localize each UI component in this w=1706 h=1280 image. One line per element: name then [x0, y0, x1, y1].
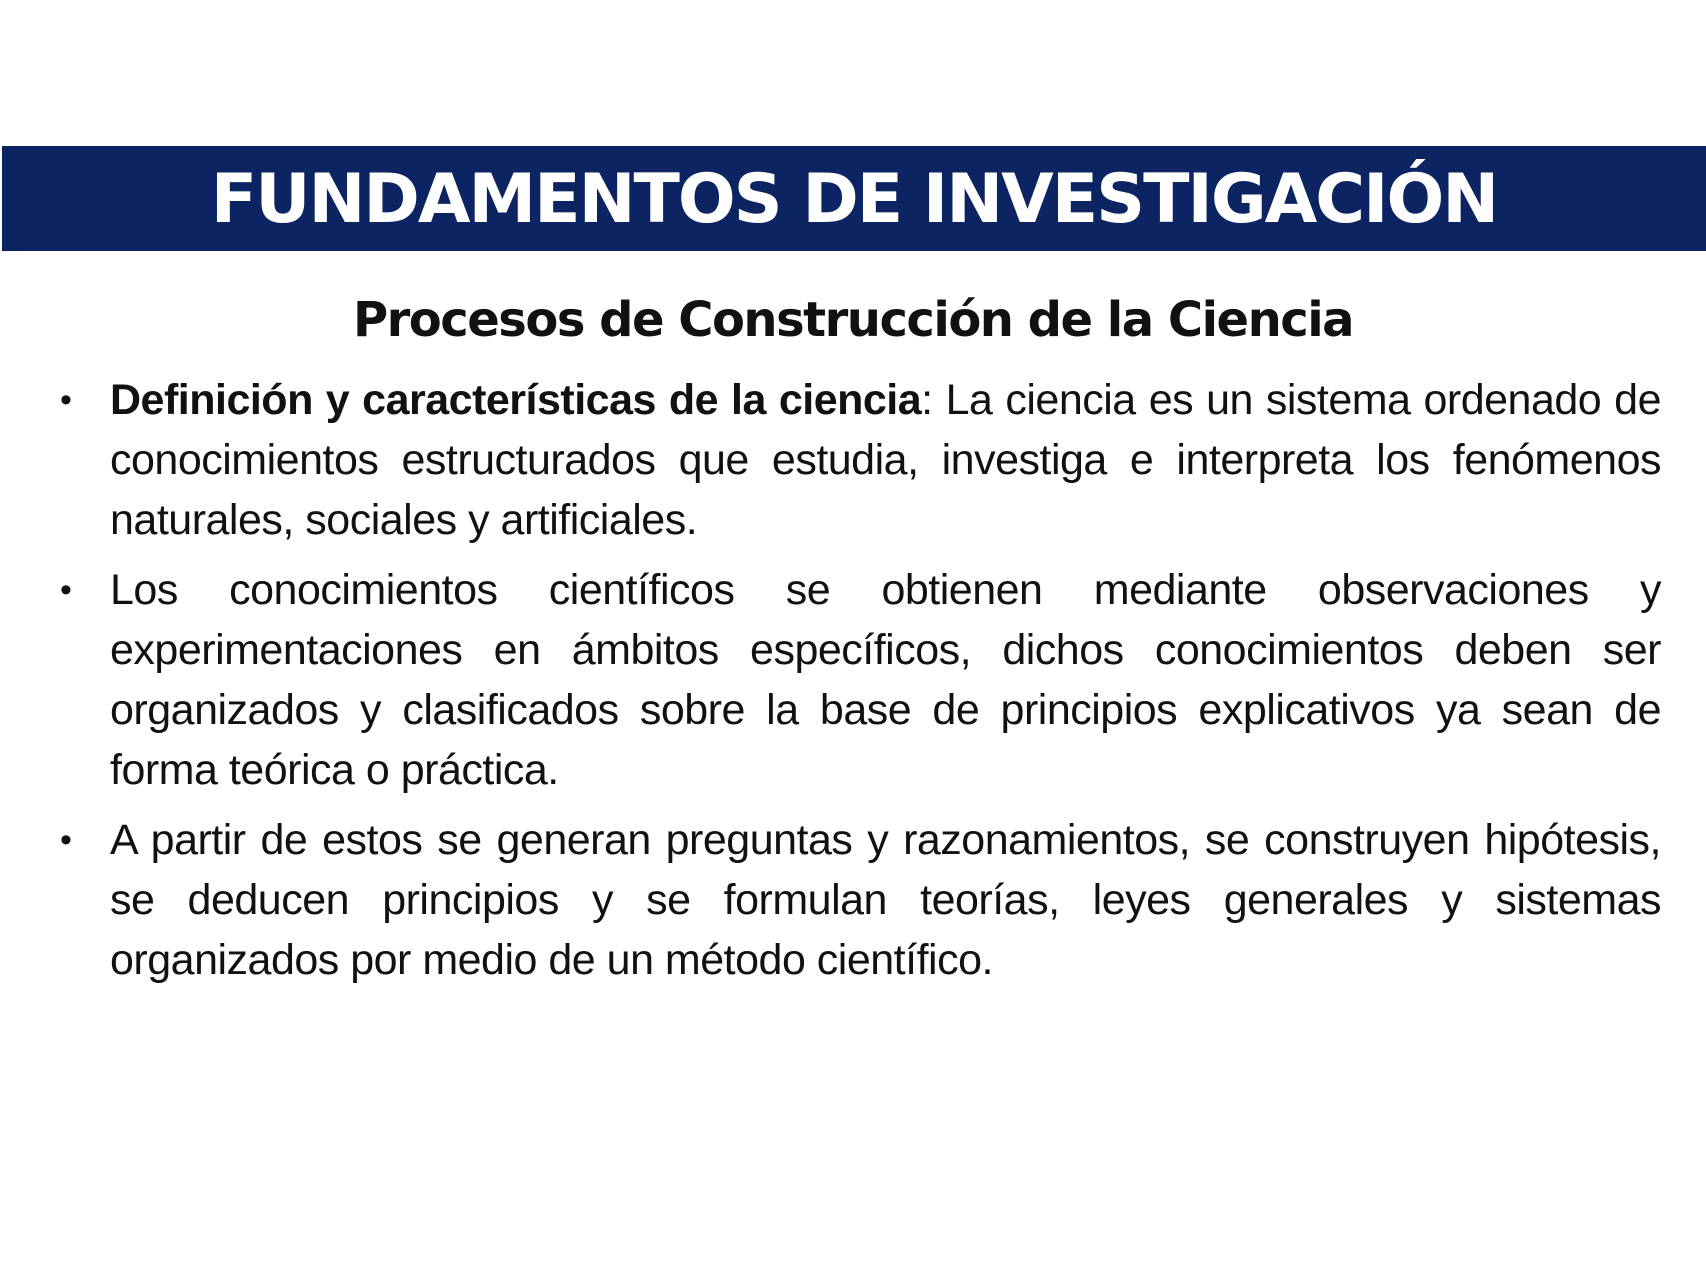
bullet-dot-icon: •	[60, 821, 72, 859]
bullet-list	[60, 370, 1661, 1000]
bullet-bold-lead: Definición y características de la ciencia	[110, 376, 922, 424]
section-subtitle: Procesos de Construcción de la Ciencia	[352, 292, 1354, 348]
bullet-dot-icon: •	[60, 571, 72, 609]
page-title: FUNDAMENTOS DE INVESTIGACIÓN	[210, 159, 1498, 239]
bullet-dot-icon: •	[60, 381, 72, 419]
bullet-text: Los conocimientos científicos se obtienen mediante observaciones y experimentaciones en ámbitos específicos, dichos conocimientos deben ser organizados y clasificados sobre la base de principios explicativos ya sean de forma teórica o práctica.	[110, 566, 1661, 794]
title-banner	[2, 146, 1706, 251]
bullet-item-definition	[60, 370, 1661, 550]
bullet-item-knowledge	[60, 560, 1661, 800]
bullet-text: : La ciencia es un sistema ordenado de conocimientos estructurados que estudia, investiga e interpreta los fenómenos naturales, sociales y artificiales.	[110, 376, 1661, 544]
bullet-item-method	[60, 810, 1661, 990]
bullet-text: A partir de estos se generan preguntas y razonamientos, se construyen hipótesis, se deducen principios y se formulan teorías, leyes generales y sistemas organizados por medio de un método científico.	[110, 816, 1661, 984]
